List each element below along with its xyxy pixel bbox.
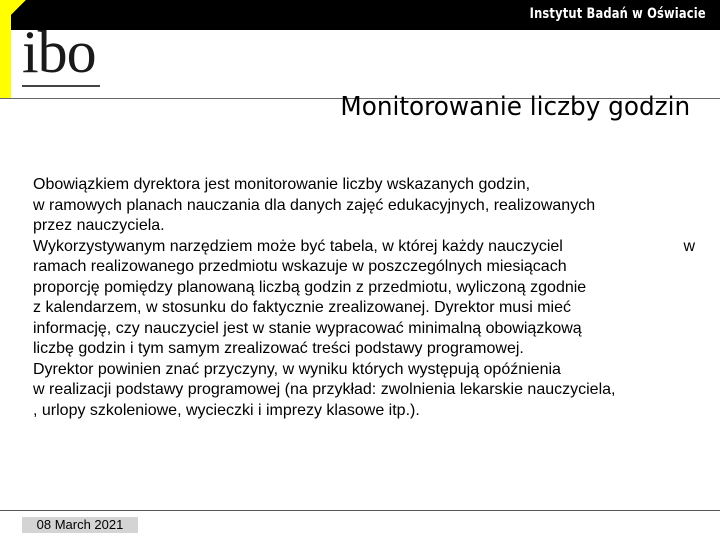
body-line-tail: w xyxy=(683,237,695,255)
footer-divider xyxy=(0,510,720,511)
body-line-justified xyxy=(33,237,695,258)
body-line: ramach realizowanego przedmiotu wskazuje w poszczególnych miesiącach xyxy=(33,258,567,275)
organization-name: Instytut Badań w Oświacie xyxy=(529,6,706,22)
logo-underline xyxy=(22,85,100,87)
body-line: Obowiązkiem dyrektora jest monitorowanie liczby wskazanych godzin, xyxy=(33,176,531,193)
body-line: proporcję pomiędzy planowaną liczbą godzin z przedmiotu, wyliczoną zgodnie xyxy=(33,278,587,296)
footer-date: 08 March 2021 xyxy=(22,517,138,533)
ibo-logo: ibo xyxy=(22,19,96,85)
body-line: w realizacji podstawy programowej (na przykład: zwolnienia lekarskie nauczyciela, xyxy=(33,381,616,398)
body-line: z kalendarzem, w stosunku do faktycznie zrealizowanej. Dyrektor musi mieć xyxy=(33,299,571,316)
body-line: Wykorzystywanym narzędziem może być tabela, w której każdy nauczyciel xyxy=(33,237,563,255)
body-line: , urlopy szkoleniowe, wycieczki i imprezy klasowe itp.). xyxy=(33,401,420,419)
slide-title: Monitorowanie liczby godzin xyxy=(340,92,690,122)
slide-body xyxy=(33,175,695,421)
body-line: przez nauczyciela. xyxy=(33,217,165,234)
body-line: informację, czy nauczyciel jest w stanie wypracować minimalną obowiązkową xyxy=(33,319,582,337)
yellow-side-stripe xyxy=(0,0,11,98)
body-line: liczbę godzin i tym samym zrealizować treści podstawy programowej. xyxy=(33,340,524,357)
header-bar xyxy=(0,0,720,30)
body-line: Dyrektor powinien znać przyczyny, w wyniku których występują opóźnienia xyxy=(33,360,561,378)
body-line: w ramowych planach nauczania dla danych zajęć edukacyjnych, realizowanych xyxy=(33,196,596,214)
